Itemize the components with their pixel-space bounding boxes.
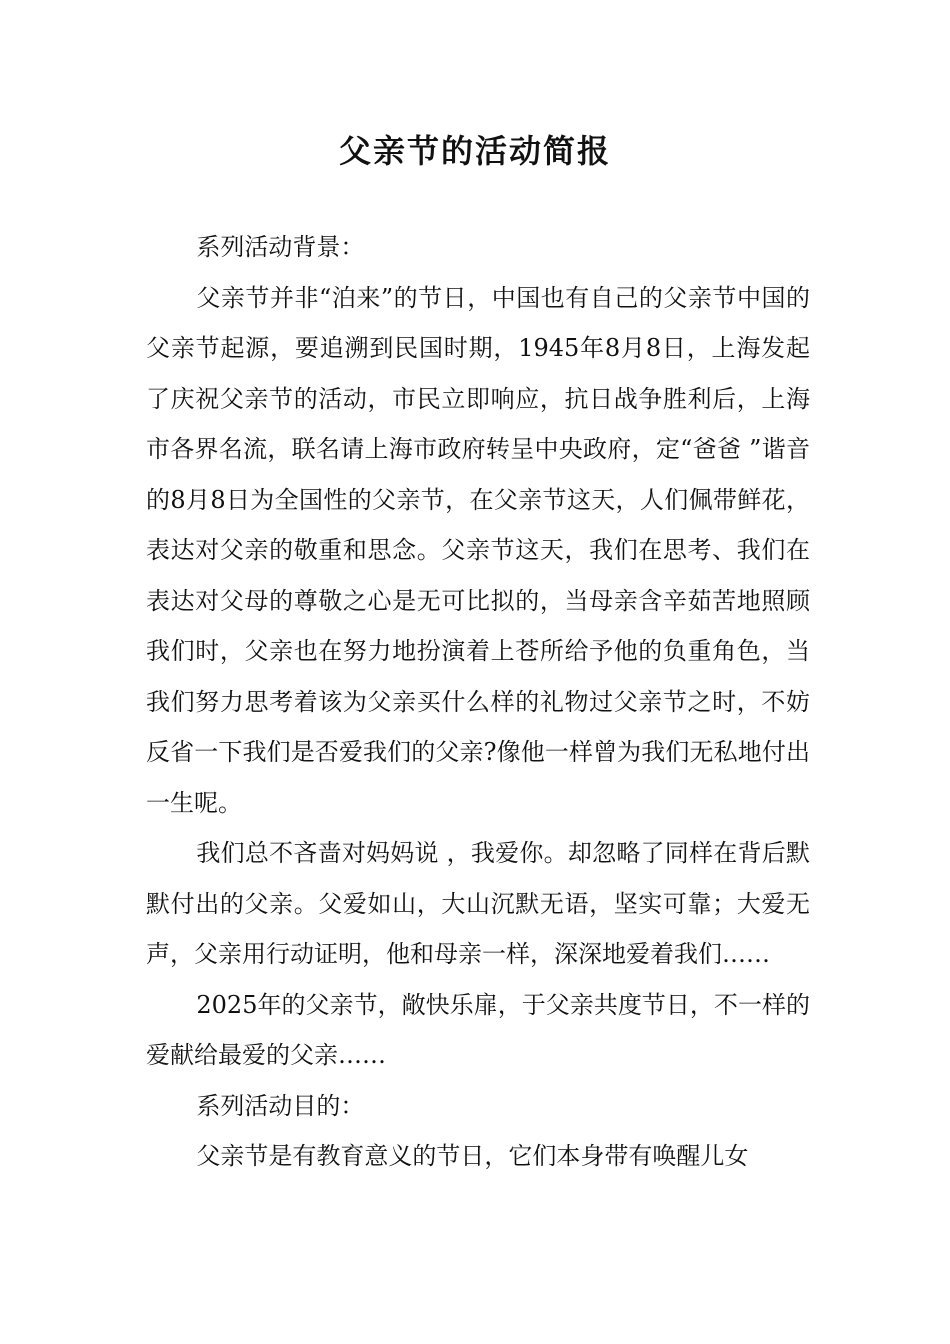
paragraph-purpose: 父亲节是有教育意义的节日，它们本身带有唤醒儿女 xyxy=(196,1142,749,1170)
section-heading-background: 系列活动背景： xyxy=(196,233,365,261)
document-title: 父亲节的活动简报 xyxy=(338,132,611,170)
paragraph-fatherly-love: 我们总不吝啬对妈妈说 ，我爱你。却忽略了同样在背后默默付出的父亲。父爱如山，大山沉默无语，坚实可靠；大爱无声，父亲用行动证明，他和母亲一样，深深地爱着我们…… xyxy=(146,839,810,968)
document-body xyxy=(146,222,810,1182)
paragraph-origin: 父亲节并非“泊来”的节日，中国也有自己的父亲节中国的父亲节起源，要追溯到民国时期，1945年8月8日，上海发起了庆祝父亲节的活动，市民立即响应，抗日战争胜利后，上海市各界名流，联名请上海市政府转呈中央政府，定“爸爸 ”谐音的8月8日为全国性的父亲节，在父亲节这天，人们佩带鲜花，表达对父亲的敬重和思念。父亲节这天，我们在思考、我们在表达对父母的尊敬之心是无可比拟的，当母亲含辛茹苦地照顾我们时，父亲也在努力地扮演着上苍所给予他的负重角色，当我们努力思考着该为父亲买什么样的礼物过父亲节之时，不妨反省一下我们是否爱我们的父亲?像他一样曾为我们无私地付出一生呢。 xyxy=(146,283,810,817)
paragraph-2025: 2025年的父亲节，敞快乐扉，于父亲共度节日，不一样的爱献给最爱的父亲…… xyxy=(146,990,810,1069)
section-heading-purpose: 系列活动目的： xyxy=(196,1091,365,1120)
